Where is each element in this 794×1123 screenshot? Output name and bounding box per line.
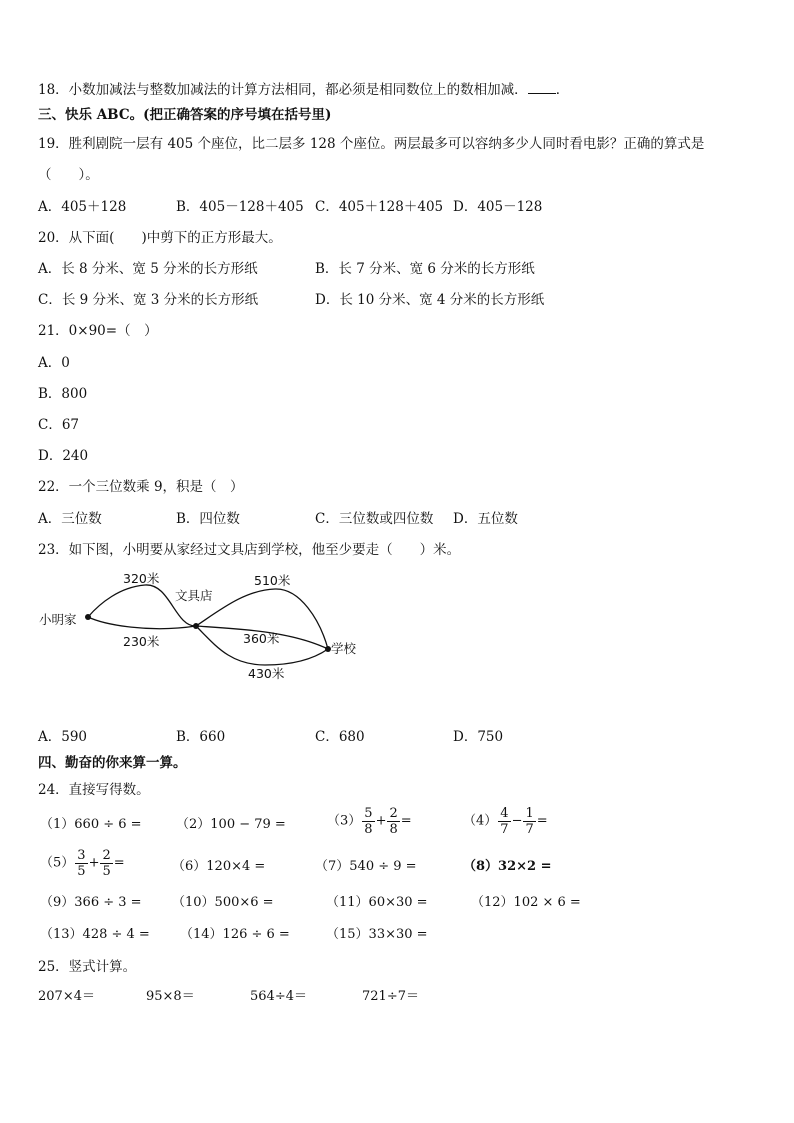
question-23-option-c[interactable]: C．680 xyxy=(315,729,365,745)
question-20-option-d[interactable]: D．长 10 分米、宽 4 分米的长方形纸 xyxy=(315,292,545,308)
question-21-option-b[interactable]: B．800 xyxy=(38,386,88,402)
calc-item-10: （10）500×6 = xyxy=(172,895,274,910)
calc-item-14: （14）126 ÷ 6 = xyxy=(180,927,290,942)
question-19-paren: （ ）。 xyxy=(38,167,99,183)
route-label-510: 510米 xyxy=(254,573,291,588)
question-25-stem: 25．竖式计算。 xyxy=(38,959,137,975)
calc-item-11: （11）60×30 = xyxy=(326,895,428,910)
route-label-230: 230米 xyxy=(123,634,160,649)
calc-item-5: （5） $\frac{3}{5}$ + $\frac{2}{5}$ = xyxy=(40,848,125,879)
vertical-calc-3: 564÷4＝ xyxy=(250,989,307,1004)
question-22-stem: 22．一个三位数乘 9，积是（ ） xyxy=(38,479,244,495)
calc-item-8: （8）32×2 = xyxy=(463,859,552,874)
question-18 xyxy=(38,81,569,99)
calc-item-12: （12）102 × 6 = xyxy=(471,895,581,910)
calc-item-13: （13）428 ÷ 4 = xyxy=(40,927,150,942)
question-24-stem: 24．直接写得数。 xyxy=(38,782,150,798)
question-20-option-a[interactable]: A．长 8 分米、宽 5 分米的长方形纸 xyxy=(38,261,258,277)
calc-item-1: （1）660 ÷ 6 = xyxy=(40,817,142,832)
question-21-option-a[interactable]: A．0 xyxy=(38,355,70,371)
question-18-text: 18．小数加减法与整数加减法的计算方法相同，都必须是相同数位上的数相加减． xyxy=(38,82,528,98)
fraction: $\frac{4}{7}$ xyxy=(500,806,509,837)
route-label-320: 320米 xyxy=(123,571,160,586)
answer-blank[interactable] xyxy=(528,81,556,94)
route-map-diagram xyxy=(30,565,370,690)
calc-item-7: （7）540 ÷ 9 = xyxy=(315,859,417,874)
question-19-option-d[interactable]: D．405－128 xyxy=(453,199,543,215)
fraction: $\frac{2}{5}$ xyxy=(102,848,111,879)
question-19-option-b[interactable]: B．405－128＋405 xyxy=(176,199,304,215)
question-22-option-a[interactable]: A．三位数 xyxy=(38,511,102,527)
question-20-option-c[interactable]: C．长 9 分米、宽 3 分米的长方形纸 xyxy=(38,292,259,308)
route-home-store-lower xyxy=(88,617,196,629)
question-22-option-c[interactable]: C．三位数或四位数 xyxy=(315,511,434,527)
vertical-calc-1: 207×4＝ xyxy=(38,989,95,1004)
section-4-title: 四、勤奋的你来算一算。 xyxy=(38,755,187,771)
question-22-option-d[interactable]: D．五位数 xyxy=(453,511,518,527)
home-point xyxy=(85,614,91,620)
route-label-360: 360米 xyxy=(243,631,280,646)
fraction: $\frac{2}{8}$ xyxy=(389,806,398,837)
question-19-stem: 19．胜利剧院一层有 405 个座位，比二层多 128 个座位。两层最多可以容纳多少人同时看电影？正确的算式是 xyxy=(38,136,705,152)
fraction: $\frac{5}{8}$ xyxy=(364,806,373,837)
section-3-title: 三、快乐 ABC。(把正确答案的序号填在括号里) xyxy=(38,107,332,123)
question-22-option-b[interactable]: B．四位数 xyxy=(176,511,240,527)
home-label: 小明家 xyxy=(39,612,77,627)
calc-item-2: （2）100 − 79 = xyxy=(176,817,286,832)
vertical-calc-4: 721÷7＝ xyxy=(362,989,419,1004)
question-20-option-b[interactable]: B．长 7 分米、宽 6 分米的长方形纸 xyxy=(315,261,535,277)
question-18-end: ． xyxy=(555,82,570,98)
question-19-option-a[interactable]: A．405＋128 xyxy=(38,199,127,215)
store-label: 文具店 xyxy=(175,588,213,603)
school-label: 学校 xyxy=(331,641,357,656)
question-23-option-a[interactable]: A．590 xyxy=(38,729,88,745)
calc-item-6: （6）120×4 = xyxy=(172,859,266,874)
question-21-option-c[interactable]: C．67 xyxy=(38,417,80,433)
question-23-option-d[interactable]: D．750 xyxy=(453,729,504,745)
question-23-stem: 23．如下图，小明要从家经过文具店到学校，他至少要走（ ）米。 xyxy=(38,542,461,558)
question-23-option-b[interactable]: B．660 xyxy=(176,729,226,745)
vertical-calc-2: 95×8＝ xyxy=(146,989,195,1004)
question-21-option-d[interactable]: D．240 xyxy=(38,448,89,464)
calc-item-15: （15）33×30 = xyxy=(326,927,428,942)
question-20-stem: 20．从下面( )中剪下的正方形最大。 xyxy=(38,230,282,246)
store-point xyxy=(193,623,199,629)
calc-item-4: （4） $\frac{4}{7}$ − $\frac{1}{7}$ = xyxy=(463,806,548,837)
question-19-option-c[interactable]: C．405＋128＋405 xyxy=(315,199,444,215)
calc-item-3: （3） $\frac{5}{8}$ + $\frac{2}{8}$ = xyxy=(327,806,412,837)
question-21-stem: 21．0×90=（ ） xyxy=(38,323,158,339)
calc-item-9: （9）366 ÷ 3 = xyxy=(40,895,142,910)
fraction: $\frac{3}{5}$ xyxy=(77,848,86,879)
route-label-430: 430米 xyxy=(248,666,285,681)
fraction: $\frac{1}{7}$ xyxy=(525,806,534,837)
